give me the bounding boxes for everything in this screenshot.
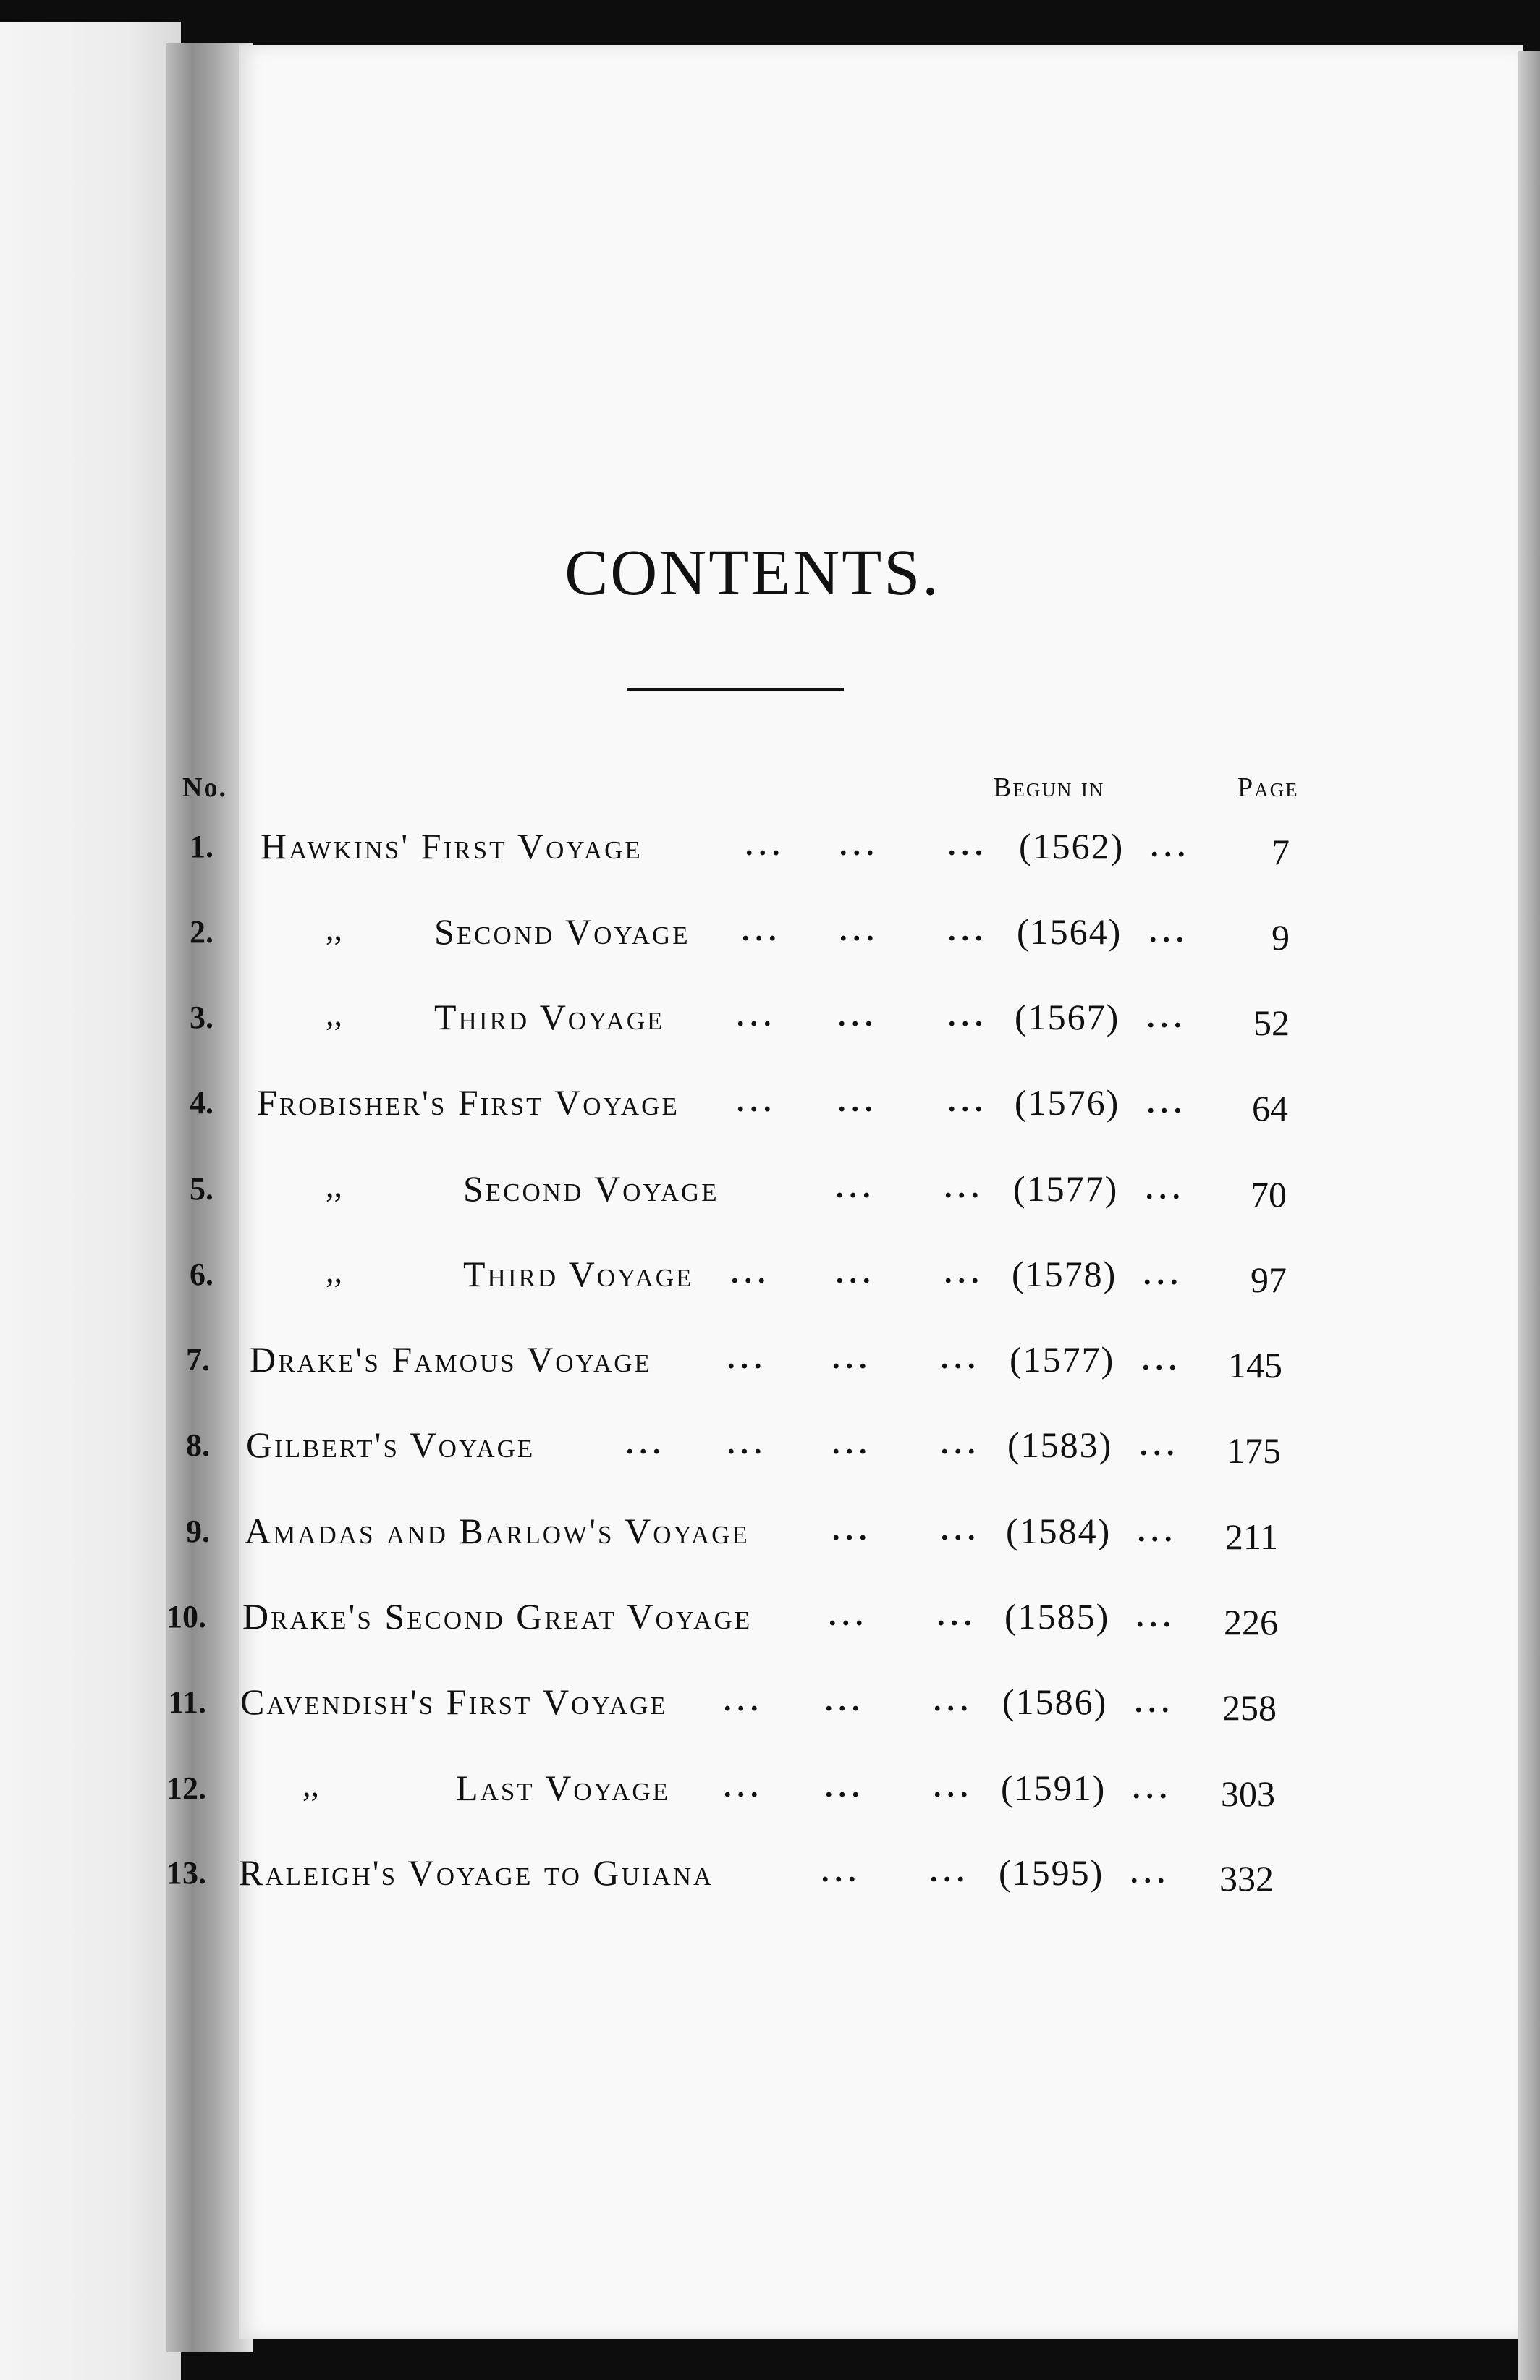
dot-leader: ... [941,1342,981,1375]
entry-number: 5. [190,1171,213,1207]
dot-leader: ... [829,1599,869,1632]
entry-number: 9. [186,1514,210,1549]
entry-number: 13. [166,1855,206,1891]
dot-leader: ... [742,914,782,948]
dot-leader: ... [839,829,880,862]
dot-leader: ... [731,1257,771,1290]
entry-number: 2. [190,914,213,950]
dot-leader: ... [825,1771,866,1804]
entry-title: Drake's Second Great Voyage [242,1596,753,1637]
entry-title: Gilbert's Voyage [246,1425,536,1465]
contents-entry [0,1253,1540,1318]
entry-year: (1562) [1019,826,1125,866]
entry-title: Second Voyage [434,911,690,952]
dot-leader: ... [836,1257,876,1290]
entry-title: Frobisher's First Voyage [257,1082,680,1123]
dot-leader: ... [838,1085,879,1118]
entry-number: 3. [190,1000,213,1035]
entry-page-number: 258 [1222,1687,1277,1728]
dot-leader: ... [832,1427,873,1461]
dot-leader: ... [737,1085,777,1118]
entry-title: Last Voyage [456,1768,670,1808]
header-page: Page [1238,772,1299,803]
contents-entry [0,911,1540,976]
contents-entry [0,1767,1540,1832]
entry-year: (1567) [1015,997,1120,1037]
entry-year: (1578) [1012,1254,1117,1294]
entry-number: 12. [166,1771,206,1806]
entry-page-number: 97 [1251,1259,1287,1300]
entry-page-number: 7 [1272,832,1290,872]
dot-leader: ... [737,1000,777,1033]
dot-leader: ... [727,1342,768,1375]
dot-leader: ... [948,1000,989,1033]
ditto-mark: ,, [326,1252,342,1289]
contents-entry [0,1510,1540,1575]
dot-leader: ... [839,914,880,948]
entry-year: (1586) [1002,1681,1108,1722]
dot-leader: ... [1147,1086,1188,1120]
entry-number: 11. [168,1684,206,1720]
dot-leader: ... [941,1427,981,1461]
entry-number: 1. [190,829,213,864]
entry-page-number: 211 [1224,1516,1278,1557]
dot-leader: ... [1136,1600,1177,1634]
dot-leader: ... [832,1514,873,1547]
dot-leader: ... [825,1684,866,1718]
dot-leader: ... [934,1771,974,1804]
entry-year: (1577) [1013,1168,1119,1209]
entry-title: Third Voyage [463,1254,694,1294]
dot-leader: ... [1130,1857,1171,1890]
dot-leader: ... [727,1427,768,1461]
contents-entry [0,1681,1540,1746]
dot-leader: ... [1140,1429,1180,1462]
entry-title: Drake's Famous Voyage [250,1339,652,1380]
ditto-mark: ,, [302,1766,319,1803]
dot-leader: ... [838,1000,879,1033]
header-begun-in: Begun in [993,772,1105,803]
dot-leader: ... [1142,1343,1182,1377]
entry-page-number: 9 [1272,917,1290,958]
contents-entry [0,825,1540,890]
entry-year: (1583) [1007,1425,1113,1465]
dot-leader: ... [1146,1173,1186,1206]
contents-entry [0,996,1540,1061]
dot-leader: ... [724,1684,764,1718]
entry-page-number: 52 [1253,1003,1290,1043]
dot-leader: ... [1135,1686,1175,1719]
dot-leader: ... [1151,830,1191,864]
dot-leader: ... [934,1684,974,1718]
dot-leader: ... [948,829,989,862]
entry-number: 7. [186,1342,210,1377]
dot-leader: ... [1133,1772,1173,1805]
entry-year: (1576) [1015,1082,1120,1123]
entry-title: Third Voyage [434,997,665,1037]
ditto-mark: ,, [326,1167,342,1204]
entry-year: (1584) [1006,1511,1112,1551]
dot-leader: ... [626,1427,667,1461]
dot-leader: ... [948,914,989,948]
entry-title: Hawkins' First Voyage [261,826,643,866]
dot-leader: ... [836,1171,876,1204]
dot-leader: ... [1143,1258,1184,1291]
page-title: CONTENTS. [564,537,941,609]
entry-page-number: 145 [1228,1345,1282,1385]
dot-leader: ... [1147,1001,1188,1034]
entry-title: Second Voyage [463,1168,719,1209]
entry-number: 6. [190,1257,213,1292]
dot-leader: ... [937,1599,978,1632]
entry-year: (1595) [999,1852,1104,1893]
dot-leader: ... [821,1855,862,1889]
dot-leader: ... [941,1514,981,1547]
dot-leader: ... [832,1342,873,1375]
entry-year: (1577) [1010,1339,1115,1380]
entry-page-number: 64 [1252,1088,1288,1128]
contents-entry [0,1595,1540,1660]
entry-year: (1585) [1004,1596,1110,1637]
entry-title: Amadas and Barlow's Voyage [245,1511,750,1551]
entry-year: (1591) [1001,1768,1107,1808]
entry-page-number: 226 [1224,1602,1278,1642]
ditto-mark: ,, [326,910,342,947]
contents-entry [0,1168,1540,1233]
contents-entry [0,1338,1540,1404]
dot-leader: ... [944,1171,985,1204]
dot-leader: ... [745,829,786,862]
contents-entry [0,1081,1540,1147]
dot-leader: ... [1149,916,1190,949]
entry-number: 4. [190,1085,213,1121]
entry-page-number: 70 [1251,1174,1287,1215]
dot-leader: ... [930,1855,970,1889]
header-no: No. [182,772,227,803]
dot-leader: ... [944,1257,985,1290]
dot-leader: ... [948,1085,989,1118]
entry-page-number: 303 [1221,1773,1275,1814]
dot-leader: ... [1138,1515,1178,1548]
entry-number: 8. [186,1427,210,1463]
contents-entry [0,1852,1540,1917]
entry-title: Raleigh's Voyage to Guiana [239,1852,714,1893]
ditto-mark: ,, [326,995,342,1032]
entry-page-number: 175 [1227,1430,1281,1471]
entry-page-number: 332 [1219,1858,1274,1899]
entry-title: Cavendish's First Voyage [240,1681,668,1722]
entry-number: 10. [166,1599,206,1634]
entry-year: (1564) [1017,911,1122,952]
contents-entry [0,1424,1540,1489]
dot-leader: ... [724,1771,764,1804]
